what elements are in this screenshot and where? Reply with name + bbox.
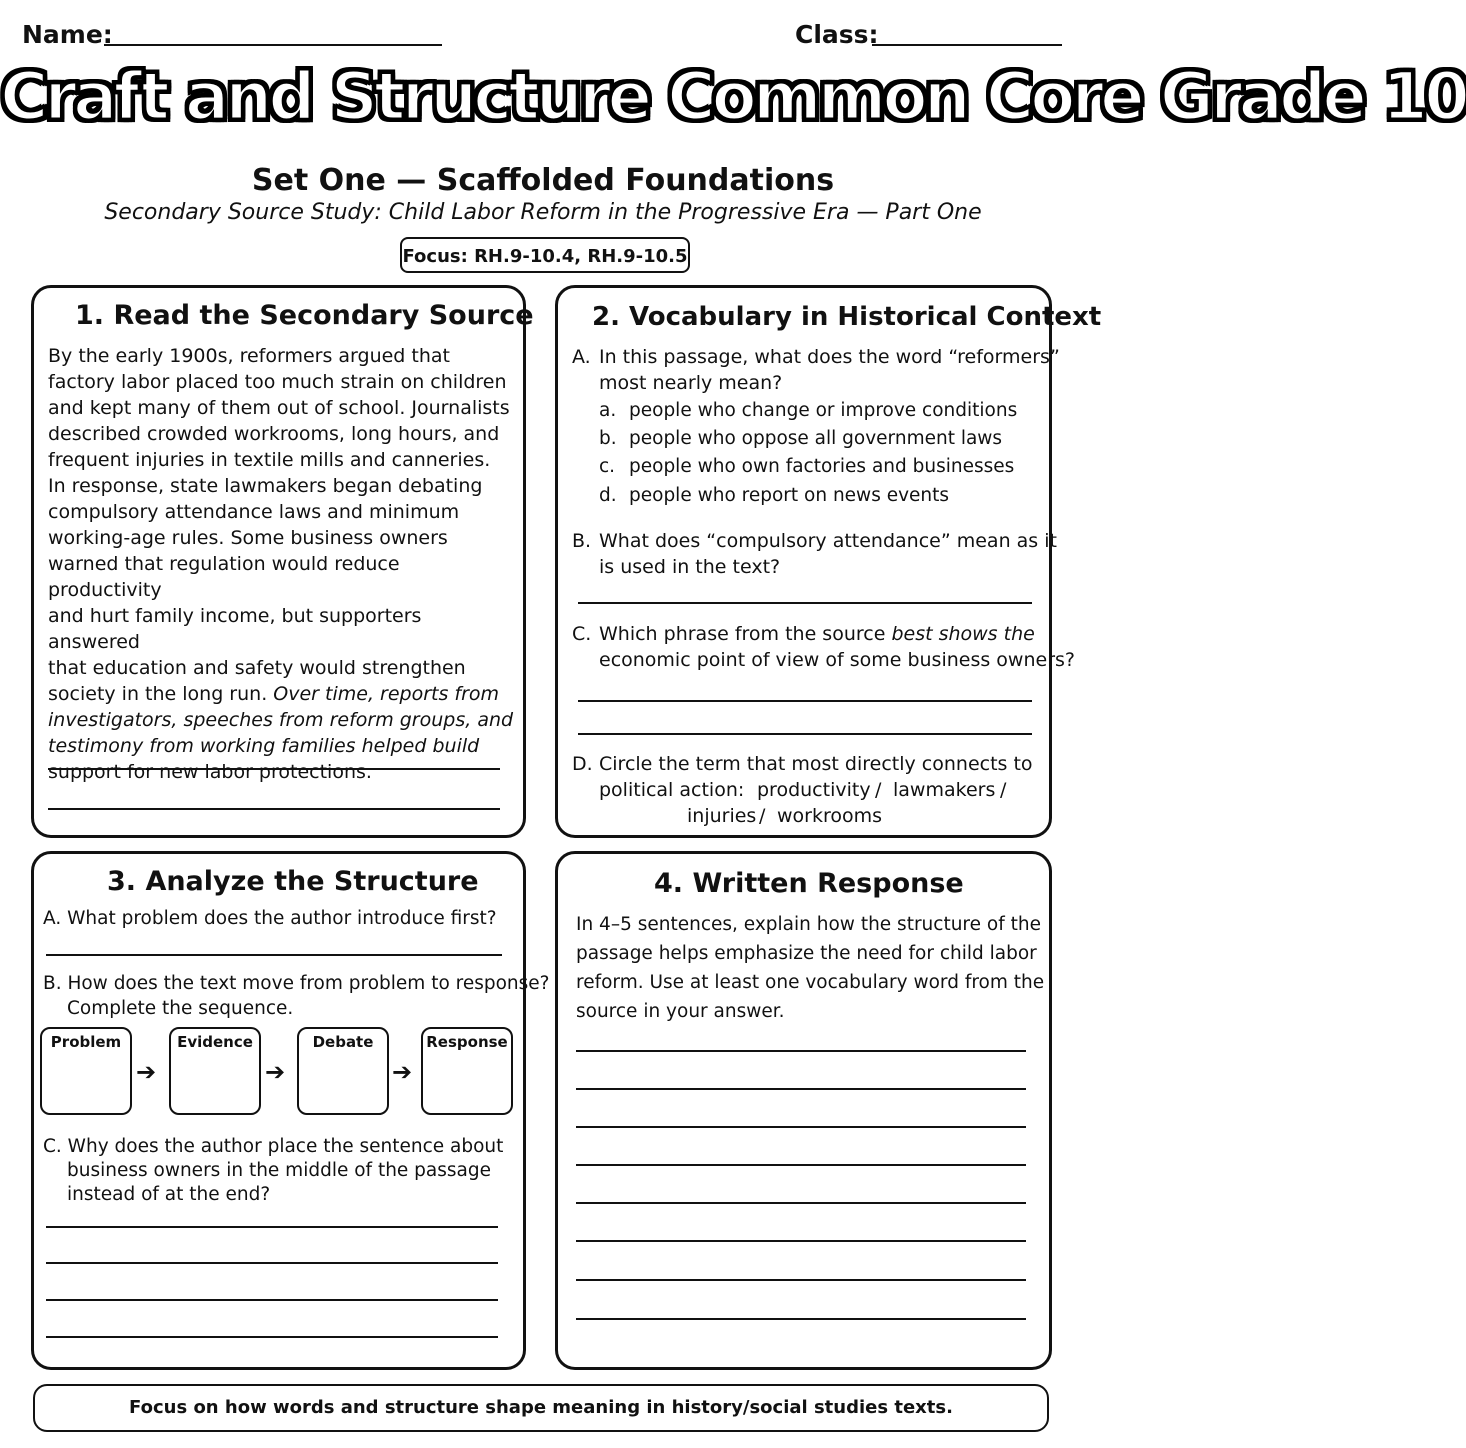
- question-text-part: Which phrase from the source: [599, 623, 892, 645]
- section4-title: 4. Written Response: [654, 868, 964, 899]
- passage-italic-text: Over time, reports from: [267, 683, 500, 705]
- question-letter: D.: [572, 753, 593, 775]
- passage-line: warned that regulation would reduce productivity: [48, 553, 400, 601]
- arrow-right-icon: ➔: [136, 1058, 157, 1086]
- prompt-line: source in your answer.: [576, 1001, 785, 1022]
- worksheet-title: Craft and Structure Common Core Grade 10: [0, 58, 1466, 135]
- sequence-label: Debate: [312, 1033, 374, 1051]
- term-injuries[interactable]: injuries: [687, 805, 757, 827]
- arrow-right-icon: ➔: [392, 1058, 413, 1086]
- question-text: business owners in the middle of the passage: [67, 1160, 492, 1181]
- answer-line[interactable]: [46, 1226, 498, 1228]
- answer-line[interactable]: [46, 1262, 498, 1264]
- sequence-box-problem[interactable]: [40, 1027, 132, 1115]
- answer-line[interactable]: [46, 954, 502, 956]
- question-structure-a: A. What problem does the author introduce first?: [43, 908, 497, 929]
- arrow-right-icon: ➔: [265, 1058, 286, 1086]
- passage-line: frequent injuries in textile mills and canneries.: [48, 449, 491, 471]
- sequence-box-evidence[interactable]: [169, 1027, 261, 1115]
- question-letter: C.: [572, 623, 592, 645]
- passage-line: working-age rules. Some business owners: [48, 527, 448, 549]
- passage-line: and hurt family income, but supporters answered: [48, 605, 422, 653]
- passage-line: described crowded workrooms, long hours, and: [48, 423, 500, 445]
- question-text: most nearly mean?: [599, 372, 783, 394]
- passage-line: [48, 733, 518, 759]
- passage-line: [48, 681, 518, 707]
- option-letter: c.: [599, 456, 616, 477]
- option-letter: d.: [599, 485, 617, 506]
- question-vocab-b: [599, 528, 1057, 580]
- answer-line[interactable]: [576, 1088, 1026, 1090]
- answer-line[interactable]: [576, 1050, 1026, 1052]
- sequence-label: Response: [426, 1033, 508, 1051]
- political-action-label: political action:: [599, 779, 745, 801]
- passage-line: support for new labor protections.: [48, 761, 372, 783]
- section3-title: 3. Analyze the Structure: [107, 866, 479, 897]
- option-c[interactable]: people who own factories and businesses: [629, 456, 1015, 477]
- term-lawmakers[interactable]: lawmakers: [893, 779, 996, 801]
- question-text: C. Why does the author place the sentence about: [43, 1136, 504, 1157]
- class-label: Class:: [795, 20, 879, 49]
- passage-line: that education and safety would strengthen: [48, 657, 466, 679]
- answer-line[interactable]: [576, 1164, 1026, 1166]
- option-letter: b.: [599, 428, 617, 449]
- term-separator: /: [759, 805, 766, 827]
- sequence-label: Evidence: [177, 1033, 253, 1051]
- passage-line: factory labor placed too much strain on children: [48, 371, 507, 393]
- passage-line: and kept many of them out of school. Journalists: [48, 397, 510, 419]
- term-productivity[interactable]: productivity: [757, 779, 871, 801]
- footer-focus-note: Focus on how words and structure shape meaning in history/social studies texts.: [33, 1384, 1049, 1432]
- question-letter: B.: [572, 530, 592, 552]
- prompt-line: In 4–5 sentences, explain how the structure of the: [576, 914, 1041, 935]
- question-text: [599, 621, 1075, 647]
- answer-line[interactable]: [576, 1279, 1026, 1281]
- question-text: What does “compulsory attendance” mean as it: [599, 530, 1057, 552]
- sequence-box-response[interactable]: [421, 1027, 513, 1115]
- class-field[interactable]: [872, 44, 1062, 46]
- question-text: is used in the text?: [599, 556, 781, 578]
- name-label: Name:: [22, 20, 113, 49]
- term-separator: /: [1000, 779, 1007, 801]
- passage-text: society in the long run.: [48, 683, 268, 705]
- question-vocab-c: [599, 621, 1075, 673]
- written-response-prompt: [576, 910, 1044, 1026]
- option-letter: a.: [599, 400, 617, 421]
- sequence-box-debate[interactable]: [297, 1027, 389, 1115]
- secondary-source-passage: [48, 343, 518, 785]
- prompt-line: reform. Use at least one vocabulary word from the: [576, 972, 1045, 993]
- name-field[interactable]: [104, 44, 442, 46]
- source-study-title: Secondary Source Study: Child Labor Reform in the Progressive Era — Part One: [104, 200, 982, 225]
- question-vocab-a: [599, 344, 1060, 396]
- prompt-line: passage helps emphasize the need for child labor: [576, 943, 1037, 964]
- option-a[interactable]: people who change or improve conditions: [629, 400, 1018, 421]
- answer-line[interactable]: [576, 1202, 1026, 1204]
- question-letter: A.: [572, 346, 591, 368]
- answer-line[interactable]: [578, 733, 1032, 735]
- question-text-italic: best shows the: [891, 623, 1035, 645]
- answer-line[interactable]: [48, 808, 500, 810]
- term-separator: /: [875, 779, 882, 801]
- question-text: economic point of view of some business owners?: [599, 649, 1075, 671]
- question-vocab-d: Circle the term that most directly connects to: [599, 753, 1033, 775]
- focus-standards-badge: Focus: RH.9-10.4, RH.9-10.5: [400, 237, 690, 273]
- passage-line: [48, 707, 518, 733]
- passage-italic-text: investigators, speeches from reform groups, and: [48, 709, 514, 731]
- answer-line[interactable]: [46, 1299, 498, 1301]
- passage-line: By the early 1900s, reformers argued that: [48, 345, 450, 367]
- section2-title: 2. Vocabulary in Historical Context: [592, 302, 1102, 332]
- question-text: instead of at the end?: [67, 1184, 271, 1205]
- sequence-label: Problem: [50, 1033, 122, 1051]
- answer-line[interactable]: [576, 1318, 1026, 1320]
- worksheet-subtitle: Set One — Scaffolded Foundations: [251, 163, 835, 198]
- passage-italic-text: testimony from working families helped build: [48, 735, 480, 757]
- question-structure-c: [43, 1135, 503, 1207]
- term-workrooms[interactable]: workrooms: [777, 805, 883, 827]
- question-structure-b-line2: Complete the sequence.: [67, 998, 294, 1019]
- question-text: In this passage, what does the word “reformers”: [599, 346, 1060, 368]
- answer-line[interactable]: [48, 768, 500, 770]
- answer-line[interactable]: [578, 602, 1032, 604]
- section1-title: 1. Read the Secondary Source: [75, 300, 534, 331]
- passage-line: compulsory attendance laws and minimum: [48, 501, 460, 523]
- answer-line[interactable]: [576, 1240, 1026, 1242]
- answer-line[interactable]: [578, 700, 1032, 702]
- answer-line[interactable]: [46, 1336, 498, 1338]
- answer-line[interactable]: [576, 1126, 1026, 1128]
- passage-line: In response, state lawmakers began debating: [48, 475, 483, 497]
- option-d[interactable]: people who report on news events: [629, 485, 950, 506]
- option-b[interactable]: people who oppose all government laws: [629, 428, 1003, 449]
- question-structure-b: B. How does the text move from problem to response?: [43, 973, 550, 994]
